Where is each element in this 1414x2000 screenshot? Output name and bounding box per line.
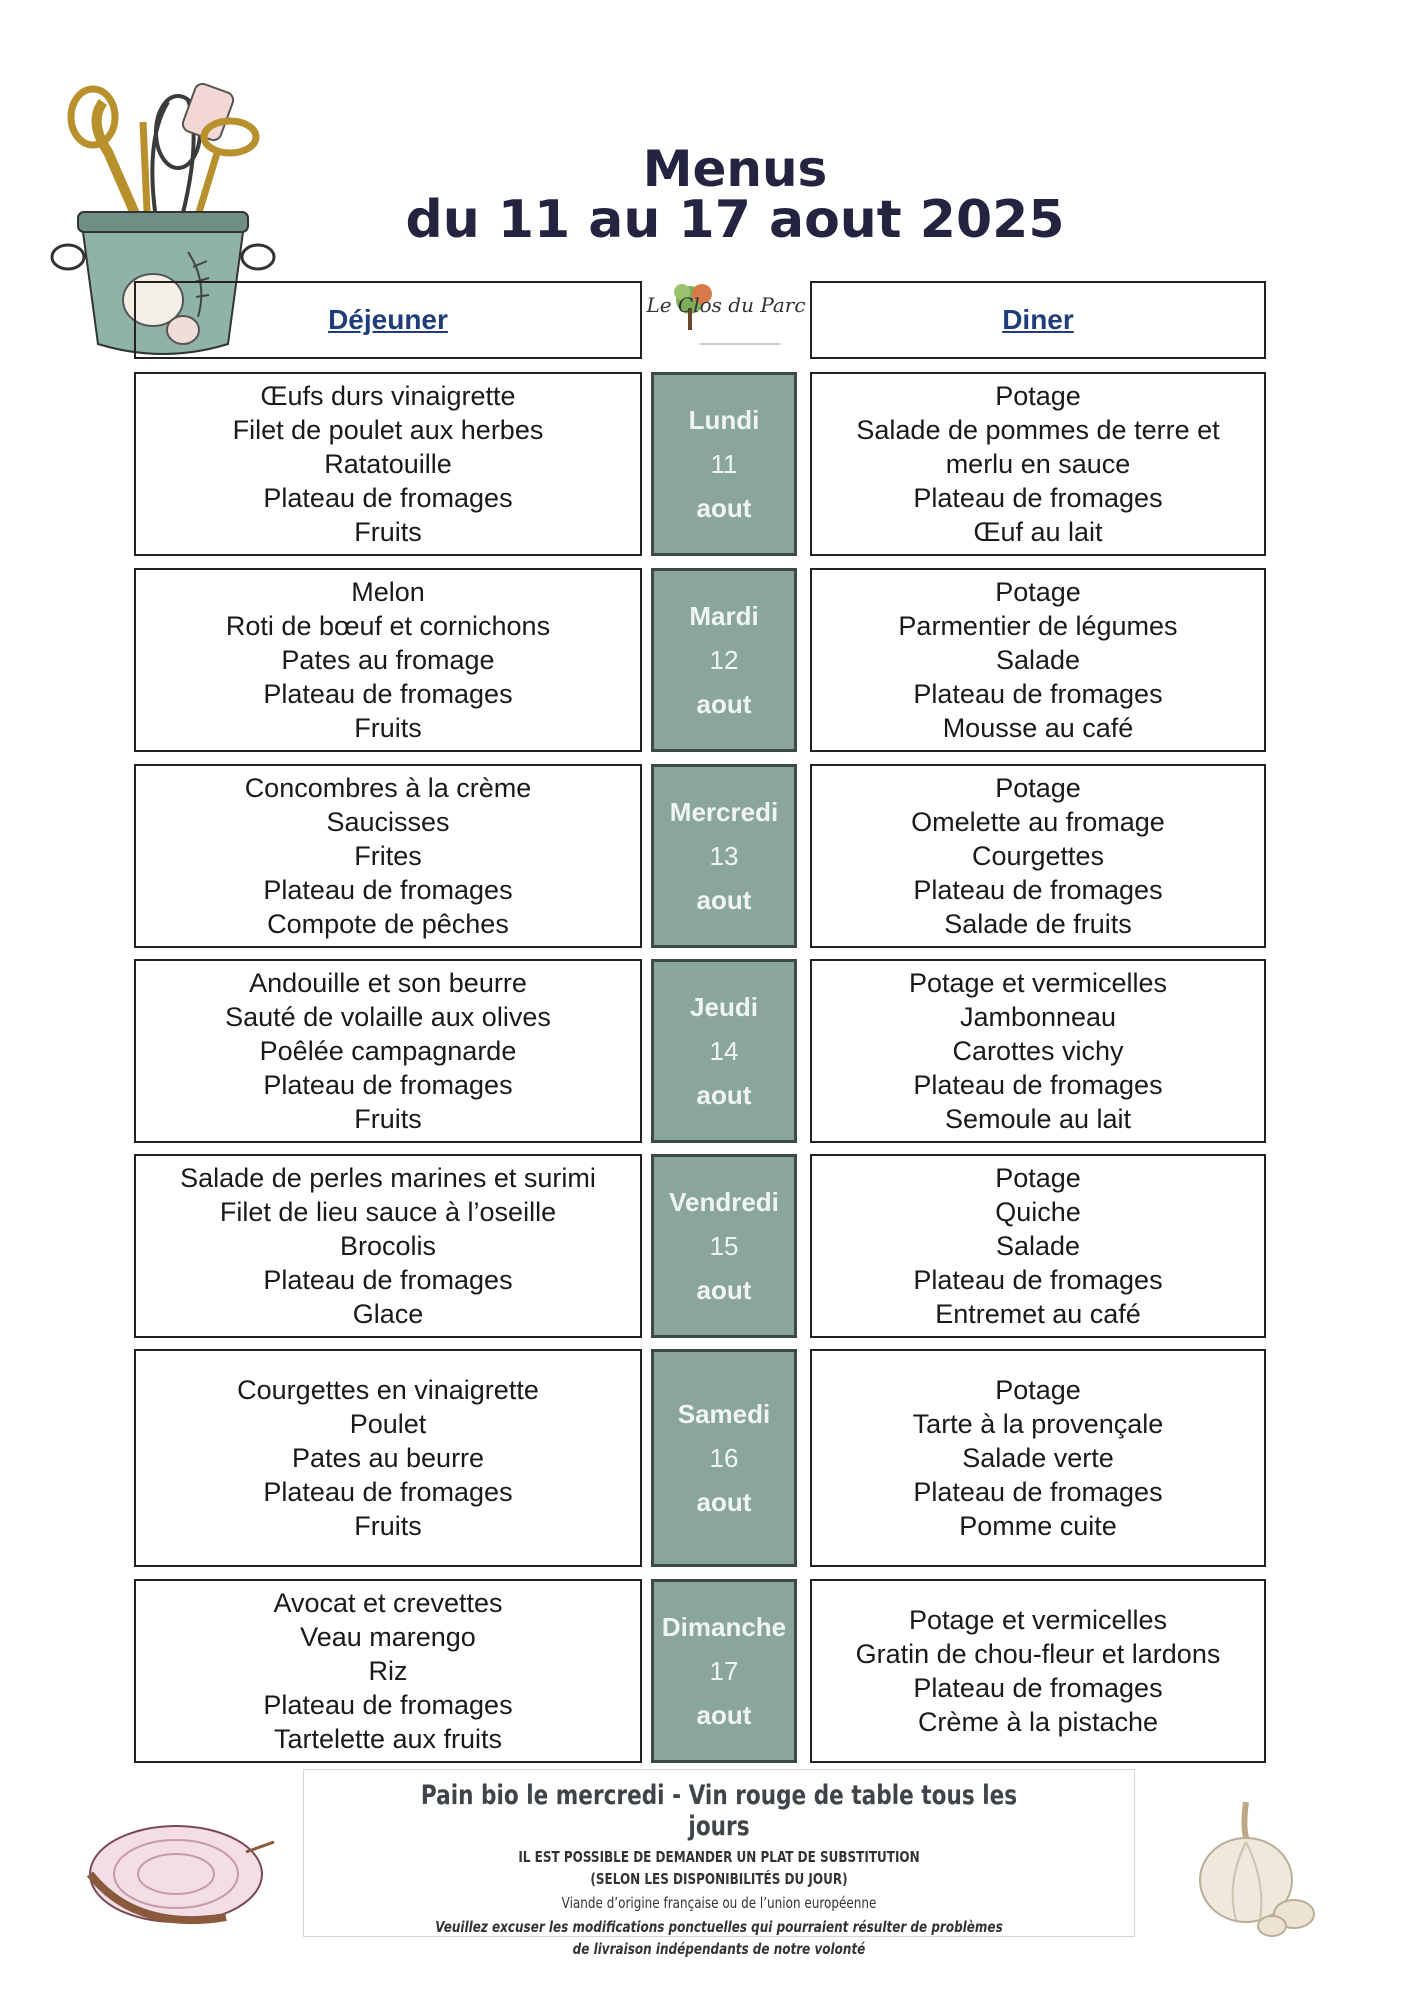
- dinner-cell: [810, 764, 1266, 948]
- menu-item: Glace: [352, 1299, 424, 1329]
- page-subtitle: du 11 au 17 aout 2025: [405, 190, 1065, 250]
- menu-item: Andouille et son beurre: [249, 968, 527, 998]
- menu-item: Roti de bœuf et cornichons: [225, 611, 551, 641]
- day-month: aout: [696, 1700, 752, 1730]
- day-name: Jeudi: [690, 992, 758, 1022]
- day-cell: [651, 959, 797, 1143]
- menu-item: Pomme cuite: [959, 1511, 1117, 1541]
- footer-availability: (SELON LES DISPONIBILITÉS DU JOUR): [590, 1870, 848, 1888]
- menu-item: Melon: [351, 577, 425, 607]
- day-month: aout: [696, 689, 752, 719]
- footer-substitution: IL EST POSSIBLE DE DEMANDER UN PLAT DE SUBSTITUTION: [518, 1848, 920, 1866]
- menu-item: Plateau de fromages: [263, 875, 513, 905]
- day-month: aout: [696, 493, 752, 523]
- lunch-header-label: Déjeuner: [328, 304, 448, 335]
- day-number: 11: [710, 449, 738, 479]
- menu-item: Poulet: [349, 1409, 427, 1439]
- menu-item: Œufs durs vinaigrette: [260, 381, 516, 411]
- menu-item: Plateau de fromages: [263, 1265, 513, 1295]
- logo-text: Le Clos du Parc: [646, 293, 806, 317]
- dinner-cell: [810, 1349, 1266, 1567]
- dinner-cell: [810, 568, 1266, 752]
- menu-item: Fruits: [354, 1104, 422, 1134]
- menu-item: Semoule au lait: [944, 1104, 1132, 1134]
- day-cell: [651, 1349, 797, 1567]
- menu-item: Potage: [995, 381, 1081, 411]
- day-month: aout: [696, 1275, 752, 1305]
- menu-item: Pates au fromage: [281, 645, 495, 675]
- menu-item: Fruits: [354, 713, 422, 743]
- menu-item: Plateau de fromages: [263, 1690, 513, 1720]
- menu-item: Omelette au fromage: [911, 807, 1165, 837]
- day-name: Lundi: [688, 405, 760, 435]
- menu-item: Veau marengo: [300, 1622, 476, 1652]
- menu-item: Sauté de volaille aux olives: [225, 1002, 551, 1032]
- menu-item: Courgettes en vinaigrette: [237, 1375, 539, 1405]
- menu-item: Carottes vichy: [952, 1036, 1124, 1066]
- onion-icon: [76, 1812, 276, 1932]
- footer-notes: [303, 1769, 1135, 1958]
- lunch-cell: [134, 959, 642, 1143]
- menu-item: Plateau de fromages: [263, 483, 513, 513]
- menu-item: Courgettes: [971, 841, 1105, 871]
- menu-item: Entremet au café: [935, 1299, 1141, 1329]
- menu-item: Plateau de fromages: [913, 679, 1163, 709]
- menu-item: Crème à la pistache: [917, 1707, 1159, 1737]
- menu-item: Plateau de fromages: [913, 1265, 1163, 1295]
- menu-item: Concombres à la crème: [244, 773, 532, 803]
- lunch-cell: [134, 568, 642, 752]
- day-name: Vendredi: [669, 1187, 779, 1217]
- menu-item: Potage: [995, 1163, 1081, 1193]
- menu-item: Brocolis: [339, 1231, 437, 1261]
- menu-item: Filet de lieu sauce à l’oseille: [219, 1197, 557, 1227]
- day-cell: [651, 568, 797, 752]
- menu-item: Fruits: [354, 517, 422, 547]
- menu-item: Plateau de fromages: [913, 483, 1163, 513]
- menu-item: Saucisses: [326, 807, 450, 837]
- day-name: Mercredi: [669, 797, 779, 827]
- day-month: aout: [696, 885, 752, 915]
- dinner-cell: [810, 1579, 1266, 1763]
- day-cell: [651, 372, 797, 556]
- menu-item: Ratatouille: [324, 449, 452, 479]
- menu-item: Salade: [995, 1231, 1081, 1261]
- tree-logo-icon: [646, 278, 806, 360]
- menu-item: Riz: [368, 1656, 408, 1686]
- menu-item: Tarte à la provençale: [912, 1409, 1164, 1439]
- day-name: Samedi: [677, 1399, 771, 1429]
- menu-item: Plateau de fromages: [913, 1673, 1163, 1703]
- day-number: 13: [709, 841, 739, 871]
- menu-item: Plateau de fromages: [913, 1477, 1163, 1507]
- menu-item: Poêlée campagnarde: [259, 1036, 517, 1066]
- day-name: Dimanche: [661, 1612, 787, 1642]
- menu-item: Fruits: [354, 1511, 422, 1541]
- dinner-header: [810, 281, 1266, 359]
- day-cell: [651, 1579, 797, 1763]
- menu-item: Plateau de fromages: [263, 1477, 513, 1507]
- day-number: 17: [709, 1656, 739, 1686]
- menu-item: Tartelette aux fruits: [273, 1724, 503, 1754]
- menu-item: Salade: [995, 645, 1081, 675]
- menu-item: Gratin de chou-fleur et lardons: [855, 1639, 1221, 1669]
- lunch-cell: [134, 1154, 642, 1338]
- menu-item: Salade de fruits: [944, 909, 1132, 939]
- menu-item: Frites: [354, 841, 422, 871]
- dinner-header-label: Diner: [1002, 304, 1074, 335]
- menu-item: Quiche: [995, 1197, 1081, 1227]
- day-cell: [651, 764, 797, 948]
- menu-item: Parmentier de légumes: [898, 611, 1178, 641]
- dinner-cell: [810, 1154, 1266, 1338]
- day-number: 16: [709, 1443, 739, 1473]
- footer-apology: Veuillez excuser les modifications ponctuelles qui pourraient résulter de problèmes: [435, 1918, 1003, 1936]
- menu-item: Potage et vermicelles: [908, 1605, 1168, 1635]
- menu-item: Compote de pêches: [267, 909, 509, 939]
- lunch-cell: [134, 1579, 642, 1763]
- menu-item: Salade de pommes de terre et: [856, 415, 1220, 445]
- day-number: 15: [709, 1231, 739, 1261]
- menu-item: Plateau de fromages: [263, 679, 513, 709]
- menu-item: Plateau de fromages: [913, 1070, 1163, 1100]
- menu-item: Potage: [995, 773, 1081, 803]
- menu-item: Plateau de fromages: [913, 875, 1163, 905]
- menu-item: Potage: [995, 1375, 1081, 1405]
- menu-item: Mousse au café: [942, 713, 1134, 743]
- menu-item: Salade de perles marines et surimi: [180, 1163, 596, 1193]
- menu-item: Potage: [995, 577, 1081, 607]
- menu-item: Avocat et crevettes: [273, 1588, 503, 1618]
- menu-item: Œuf au lait: [973, 517, 1103, 547]
- day-number: 14: [709, 1036, 739, 1066]
- page-title: Menus: [642, 140, 828, 198]
- footer-apology-2: de livraison indépendants de notre volonté: [572, 1940, 866, 1958]
- day-month: aout: [696, 1487, 752, 1517]
- day-cell: [651, 1154, 797, 1338]
- day-month: aout: [696, 1080, 752, 1110]
- menu-item: Salade verte: [962, 1443, 1114, 1473]
- dinner-cell: [810, 372, 1266, 556]
- menu-item: Filet de poulet aux herbes: [232, 415, 544, 445]
- menu-item: Jambonneau: [959, 1002, 1117, 1032]
- menu-item: Plateau de fromages: [263, 1070, 513, 1100]
- day-name: Mardi: [689, 601, 759, 631]
- menu-item: merlu en sauce: [945, 449, 1131, 479]
- dinner-cell: [810, 959, 1266, 1143]
- lunch-cell: [134, 372, 642, 556]
- footer-headline: Pain bio le mercredi - Vin rouge de table tous les jours: [420, 1780, 1018, 1842]
- footer-meat-origin: Viande d’origine française ou de l’union européenne: [561, 1894, 877, 1912]
- lunch-cell: [134, 1349, 642, 1567]
- menu-item: Pates au beurre: [291, 1443, 485, 1473]
- garlic-icon: [1176, 1792, 1326, 1942]
- lunch-cell: [134, 764, 642, 948]
- lunch-header: [134, 281, 642, 359]
- menu-item: Potage et vermicelles: [908, 968, 1168, 998]
- day-number: 12: [709, 645, 739, 675]
